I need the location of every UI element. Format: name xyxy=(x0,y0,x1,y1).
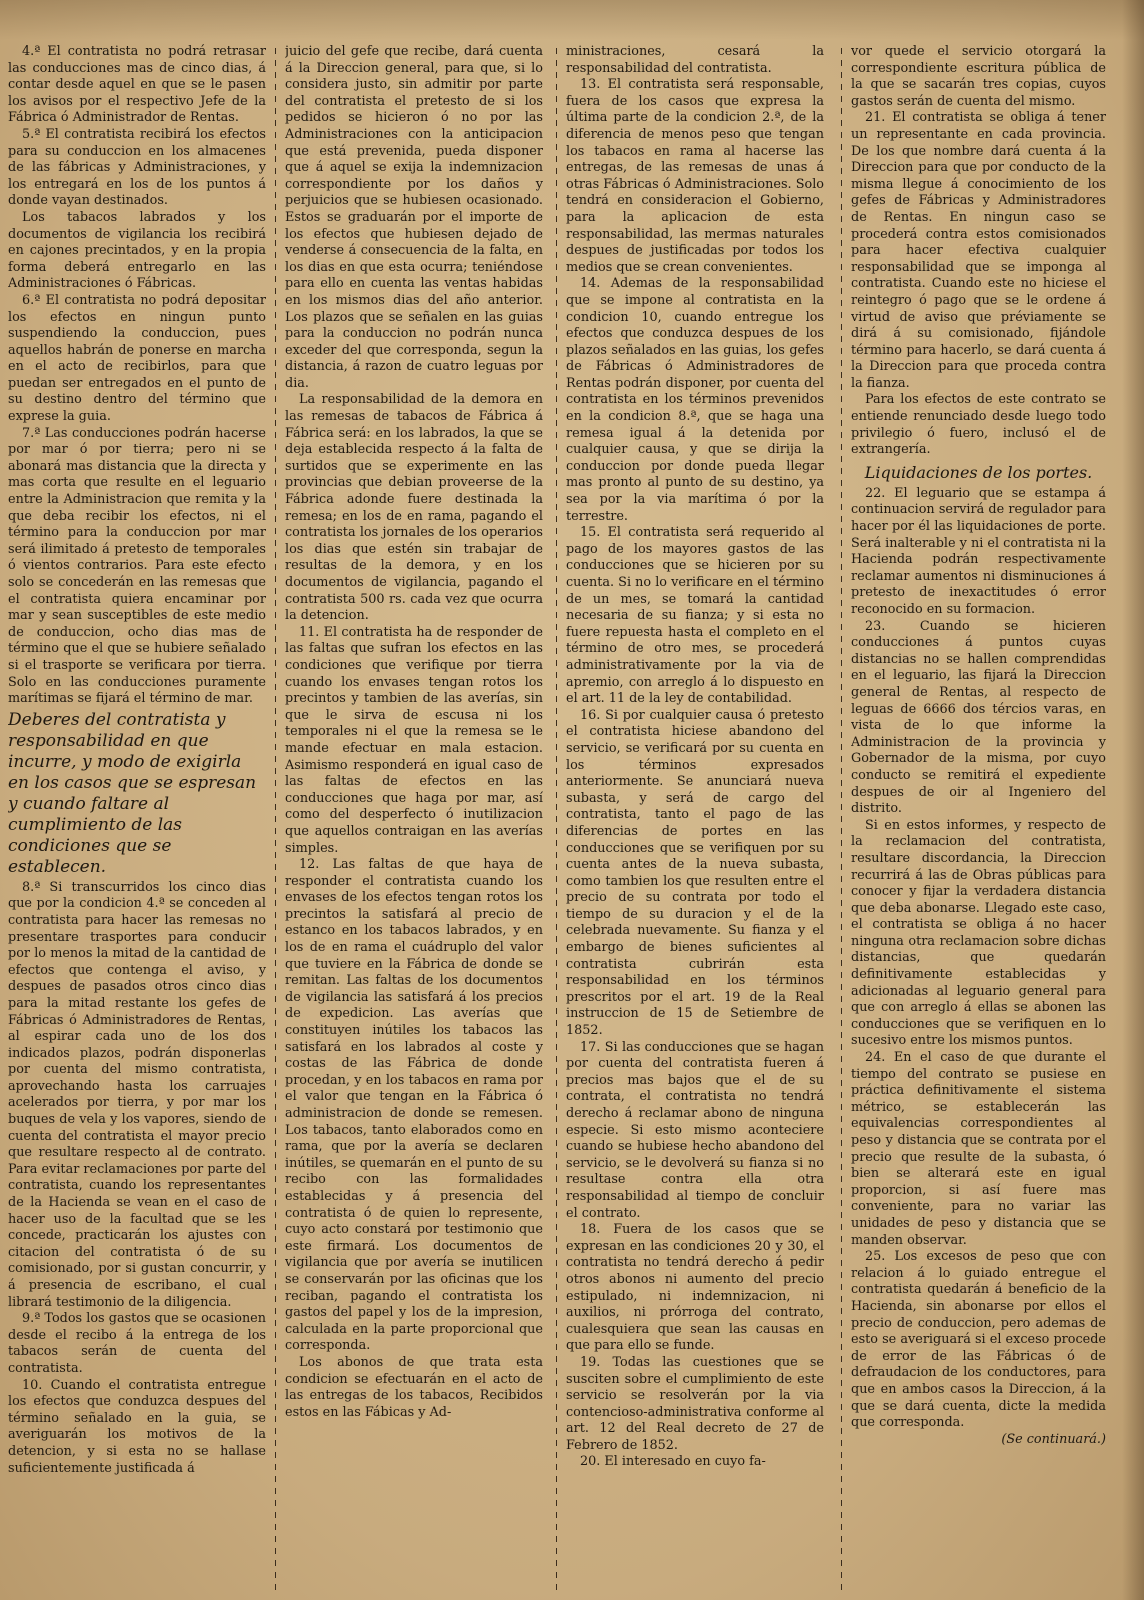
page-edge-shadow xyxy=(1122,0,1144,1600)
paragraph: 6.ª El contratista no podrá depositar los efectos en ningun punto suspendiendo la conduccion, pues aquellos habrán de ponerse en marcha en el acto de recibirlos, para que puedan ser entregados en el punto de su destino dentro del término que exprese la guia. xyxy=(8,292,266,425)
paragraph: 7.ª Las conducciones podrán hacerse por mar ó por tierra; pero ni se abonará mas distancia que la directa y mas corta que resulte en el leguario entre la Administracion que remita y la que deba recibir los efectos, ni el término para la conduccion por mar será ilimitado á pretesto de temporales ó vientos contrarios. Para este efecto solo se concederán en las remesas que el contratista quiera encaminar por mar y sean susceptibles de este medio de conduccion, ocho dias mas de término que el que se hubiere señalado si el trasporte se verificara por tierra. Solo en las conducciones puramente marítimas se fijará el término de mar. xyxy=(8,425,266,707)
paragraph: Si en estos informes, y respecto de la reclamacion del contratista, resultare discordancia, la Direccion recurrirá á las de Obras públicas para conocer y fijar la verdadera distancia que deba abonarse. Llegado este caso, el contratista se obliga á no hacer ninguna otra reclamacion sobre dichas distancias, que quedarán definitivamente establecidas y adicionadas al leguario general para que con arreglo á ellas se abonen las conducciones que se verifiquen en lo sucesivo entre los mismos puntos. xyxy=(851,817,1106,1049)
paragraph: 8.ª Si transcurridos los cinco dias que por la condicion 4.ª se conceden al contratista para hacer las remesas no presentare trasportes para conducir por lo menos la mitad de la cantidad de efectos que contenga el aviso, y despues de pasados otros cinco dias para la mitad restante los gefes de Fábricas ó Administradores de Rentas, al espirar cada uno de los dos indicados plazos, podrán disponerlas por cuenta del mismo contratista, aprovechando hasta los carruajes acelerados por tierra, y por mar los buques de vela y los vapores, siendo de cuenta del contratista el mayor precio que resultare respecto al de contrato. Para evitar reclamaciones por parte del contratista, cuando los representantes de la Hacienda se vean en el caso de hacer uso de la facultad que se les concede, practicarán los ajustes con citacion del contratista ó de su comisionado, por si gustan concurrir, y á presencia de escribano, el cual librará testimonio de la diligencia. xyxy=(8,879,266,1310)
paragraph: 10. Cuando el contratista entregue los efectos que conduzca despues del término señalado en la guia, se averiguarán los motivos de la detencion, y si esta no se hallase suficientemente justificada á xyxy=(8,1377,266,1476)
paragraph: 19. Todas las cuestiones que se susciten sobre el cumplimiento de este servicio se resolverán por la via contencioso-administrativa conforme al art. 12 del Real decreto de 27 de Febrero de 1852. xyxy=(566,1354,824,1453)
column-4 xyxy=(851,44,1106,1596)
continuation-note: (Se continuará.) xyxy=(1001,1431,1106,1447)
paragraph: Para los efectos de este contrato se entiende renunciado desde luego todo privilegio ó fuero, inclusó el de extrangería. xyxy=(851,392,1106,458)
paragraph: 25. Los excesos de peso que con relacion á lo guiado entregue el contratista quedarán á beneficio de la Hacienda, sin abonarse por ellos el precio de conduccion, pero ademas de esto se averiguará si el exceso procede de error de las Fábricas ó de defraudacion de los conductores, para que en ambos casos la Direccion, á la que se dará cuenta, dicte la medida que corresponda. xyxy=(851,1249,1106,1431)
paragraph: 15. El contratista será requerido al pago de los mayores gastos de las conducciones que se hicieren por su cuenta. Si no lo verificare en el término de un mes, se tomará la cantidad necesaria de su fianza; y si esta no fuere repuesta hasta el completo en el término de otro mes, se procederá administrativamente por la via de apremio, con arreglo á lo dispuesto en el art. 11 de la ley de contabilidad. xyxy=(566,525,824,707)
paragraph: 23. Cuando se hicieren conducciones á puntos cuyas distancias no se hallen comprendidas en el leguario, las fijará la Direccion general de Rentas, al respecto de leguas de 6666 dos tércios varas, en vista de lo que informe la Administracion de la provincia y Gobernador de la misma, por cuyo conducto se remitirá el expediente despues de oir al Ingeniero del distrito. xyxy=(851,618,1106,817)
column-1 xyxy=(8,44,266,1596)
paragraph: vor quede el servicio otorgará la correspondiente escritura pública de la que se sacarán tres copias, cuyos gastos serán de cuenta del mismo. xyxy=(851,44,1106,109)
section-heading: Deberes del contratista y responsabilidad en que incurre, y modo de exigirla en los casos que se espresan y cuando faltare al cumplimiento de las condiciones que se establecen. xyxy=(8,709,257,877)
paragraph: La responsabilidad de la demora en las remesas de tabacos de Fábrica á Fábrica será: en los labrados, la que se deja establecida respecto á la falta de surtidos que se experimente en las provincias que debian proveerse de la Fábrica adonde fuere destinada la remesa; en los de en rama, pagando el contratista los jornales de los operarios los dias que estén sin trabajar de resultas de la demora, y en los documentos de vigilancia, pagando el contratista 500 rs. cada vez que ocurra la detencion. xyxy=(285,392,543,624)
section-heading: Liquidaciones de los portes. xyxy=(864,462,1093,482)
paragraph: 18. Fuera de los casos que se expresan en las condiciones 20 y 30, el contratista no tendrá derecho á pedir otros abonos ni aumento del precio estipulado, ni indemnizacion, ni auxilios, ni prórroga del contrato, cualesquiera que sean las causas en que para ello se funde. xyxy=(566,1222,824,1354)
paragraph: ministraciones, cesará la responsabilidad del contratista. xyxy=(566,44,824,76)
paragraph: juicio del gefe que recibe, dará cuenta á la Direccion general, para que, si lo considera justo, sin admitir por parte del contratista el pretesto de si los pedidos se hicieron ó no por las Administraciones con la anticipacion que está prevenida, pueda disponer que á aquel se exija la indemnizacion correspondiente por los daños y perjuicios que se hubiesen ocasionado. Estos se graduarán por el importe de los efectos que hubiesen dejado de venderse á consecuencia de la falta, en los dias en que esta ocurra; teniéndose para ello en cuenta las ventas habidas en los mismos dias del año anterior. Los plazos que se señalen en las guias para la conduccion no podrán nunca exceder del que corresponda, segun la distancia, á razon de cuatro leguas por dia. xyxy=(285,44,543,391)
paragraph: 13. El contratista será responsable, fuera de los casos que expresa la última parte de la condicion 2.ª, de la diferencia de menos peso que tengan los tabacos en rama al hacerse las entregas, de las remesas de unas á otras Fábricas ó Administraciones. Solo tendrá en consideracion el Gobierno, para la aplicacion de esta responsabilidad, las mermas naturales despues de justificadas por todos los medios que se crean convenientes. xyxy=(566,77,824,275)
paragraph: 9.ª Todos los gastos que se ocasionen desde el recibo á la entrega de los tabacos serán de cuenta del contratista. xyxy=(8,1311,266,1376)
paragraph: 22. El leguario que se estampa á continuacion servirá de regulador para hacer por él las liquidaciones de porte. Será inalterable y ni el contratista ni la Hacienda podrán respectivamente reclamar aumentos ni disminuciones á pretesto de inexactitudes ó error reconocido en su formacion. xyxy=(851,485,1106,617)
paragraph: Los tabacos labrados y los documentos de vigilancia los recibirá en cajones precintados, y en la propia forma deberá entregarlo en las Administraciones ó Fábricas. xyxy=(8,209,266,292)
column-3 xyxy=(566,44,824,1596)
paragraph: 14. Ademas de la responsabilidad que se impone al contratista en la condicion 10, cuando entregue los efectos que conduzca despues de los plazos señalados en las guias, los gefes de Fábricas ó Administradores de Rentas podrán disponer, por cuenta del contratista en los términos prevenidos en la condicion 8.ª, que se haga una remesa igual á la detenida por cualquier causa, y que se dirija la conduccion por donde pueda llegar mas pronto al punto de su destino, ya sea por la via marítima ó por la terrestre. xyxy=(566,276,824,524)
paragraph: 17. Si las conducciones que se hagan por cuenta del contratista fueren á precios mas bajos que el de su contrata, el contratista no tendrá derecho á reclamar abono de ninguna especie. Si esto mismo aconteciere cuando se hubiese hecho abandono del servicio, se le devolverá su fianza si no resultase contra ella otra responsabilidad al tiempo de concluir el contrato. xyxy=(566,1039,824,1221)
paragraph: 24. En el caso de que durante el tiempo del contrato se pusiese en práctica definitivamente el sistema métrico, se establecerán las equivalencias correspondientes al peso y distancia que se contrata por el precio que resulte de la subasta, ó bien se alterará este en igual proporcion, si así fuere mas conveniente, para no variar las unidades de peso y distancia que se manden observar. xyxy=(851,1050,1106,1248)
paragraph: Los abonos de que trata esta condicion se efectuarán en el acto de las entregas de los tabacos, Recibidos estos en las Fábicas y Ad- xyxy=(285,1354,543,1420)
paragraph: 12. Las faltas de que haya de responder el contratista cuando los envases de los efectos tengan rotos los precintos la satisfará al precio de estanco en los tabacos labrados, y en los de en rama el cuádruplo del valor que tuviere en la Fábrica de donde se remitan. Las faltas de los documentos de vigilancia las satisfará á los precios de expedicion. Las averías que constituyen inútiles los tabacos las satisfará en los labrados al coste y costas de las Fábrica de donde procedan, y en los tabacos en rama por el valor que tengan en la Fábrica ó administracion de donde se remesen. Los tabacos, tanto elaborados como en rama, que por la avería se declaren inútiles, se quemarán en el punto de su recibo con las formalidades establecidas y á presencia del contratista ó de quien lo represente, cuyo acto constará por testimonio que este firmará. Los documentos de vigilancia que por avería se inutilicen se conservarán por las oficinas que los reciban, pagando el contratista los gastos del papel y los de la impresion, calculada en la parte proporcional que corresponda. xyxy=(285,857,543,1354)
paragraph: 16. Si por cualquier causa ó pretesto el contratista hiciese abandono del servicio, se verificará por su cuenta en los términos expresados anteriormente. Se anunciará nueva subasta, y será de cargo del contratista, tanto el pago de las diferencias de portes en las conducciones que se verifiquen por su cuenta antes de la nueva subasta, como tambien los que resulten entre el precio de su contrata por todo el tiempo de su duracion y el de la celebrada nuevamente. Su fianza y el embargo de bienes suficientes al contratista cubrirán esta responsabilidad en los términos prescritos por el art. 19 de la Real instruccion de 15 de Setiembre de 1852. xyxy=(566,707,824,1039)
column-divider xyxy=(841,48,842,1593)
paragraph: 21. El contratista se obliga á tener un representante en cada provincia. De los que nombre dará cuenta á la Direccion para que por conducto de la misma llegue á conocimiento de los gefes de Fábricas y Administradores de Rentas. En ningun caso se procederá contra estos comisionados para hacer efectiva cualquier responsabilidad que se imponga al contratista. Cuando este no hiciese el reintegro ó pago que se le ordene á virtud de aviso que préviamente se dirá á su comisionado, fijándole término para hacerlo, se dará cuenta á la Direccion para que proceda contra la fianza. xyxy=(851,110,1106,391)
paragraph: 20. El interesado en cuyo fa- xyxy=(580,1454,766,1470)
top-shadow xyxy=(0,0,1144,40)
paragraph: 4.ª El contratista no podrá retrasar las conducciones mas de cinco dias, á contar desde aquel en que se le pasen los avisos por el respectivo Jefe de la Fábrica ó Administrador de Rentas. xyxy=(8,44,266,126)
column-divider xyxy=(556,48,557,1593)
paragraph: 11. El contratista ha de responder de las faltas que sufran los efectos en las condiciones que verifique por tierra cuando los envases tengan rotos los precintos y tambien de las averías, sin que le sirva de escusa ni los temporales ni el que la remesa se le mande efectuar en mala estacion. Asimismo responderá en igual caso de las faltas de efectos en las conducciones que haga por mar, así como del desperfecto ó inutilizacion que aquellos contraigan en las averías simples. xyxy=(285,624,543,856)
column-2 xyxy=(285,44,543,1596)
paragraph: 5.ª El contratista recibirá los efectos para su conduccion en los almacenes de las fábricas y Administraciones, y los entregará en los de los puntos á donde vayan destinados. xyxy=(8,126,266,209)
column-divider xyxy=(275,48,276,1593)
